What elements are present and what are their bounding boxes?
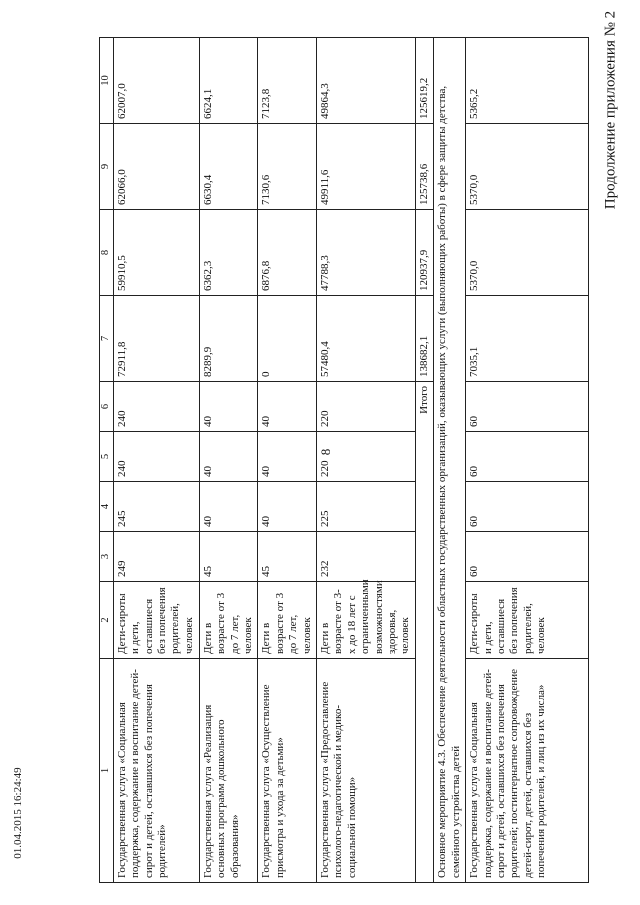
cell-value: 0 — [258, 296, 317, 382]
cell-value: 7130,6 — [258, 124, 317, 210]
cell-value: 49911,6 — [317, 124, 416, 210]
cell-value: 72911,8 — [113, 296, 199, 382]
service-name: Государственная услуга «Предоставление психолого-педагогической и медико-социальной помощи» — [317, 659, 416, 883]
cell-value: 57480,4 — [317, 296, 416, 382]
cell-value: 60 — [466, 382, 589, 432]
cell-value: 40 — [258, 432, 317, 482]
column-number-row — [100, 38, 114, 883]
indicator-name: Дети в возрасте от 3 до 7 лет, человек — [258, 582, 317, 659]
column-number: 2 — [100, 582, 114, 659]
service-name: Государственная услуга «Осуществление присмотра и ухода за детьми» — [258, 659, 317, 883]
cell-value: 60 — [466, 432, 589, 482]
cell-value: 47788,3 — [317, 210, 416, 296]
table-row — [199, 38, 258, 883]
cell-value: 40 — [258, 382, 317, 432]
cell-value: 59910,5 — [113, 210, 199, 296]
cell-value: 245 — [113, 482, 199, 532]
cell-value: 60 — [466, 532, 589, 582]
cell-value: 62066,0 — [113, 124, 199, 210]
cell-value: 6624,1 — [199, 38, 258, 124]
cell-value: 6362,3 — [199, 210, 258, 296]
column-number: 9 — [100, 124, 114, 210]
print-timestamp: 01.04.2015 16:24:49 — [12, 767, 24, 859]
section-row — [434, 38, 466, 883]
page-number: 8 — [318, 448, 333, 456]
cell-value: 45 — [258, 532, 317, 582]
cell-value: 8289,9 — [199, 296, 258, 382]
total-label: Итого — [415, 382, 433, 883]
cell-value: 6630,4 — [199, 124, 258, 210]
total-value: 138682,1 — [415, 296, 433, 382]
cell-value: 6876,8 — [258, 210, 317, 296]
section-title: Основное мероприятие 4.3. Обеспечение деятельности областных государственных организаций, оказывающих услуги (выполняющих работы) в сфере защиты детства, семейного устройства детей — [434, 38, 466, 883]
cell-value: 5370,0 — [466, 124, 589, 210]
cell-value: 7035,1 — [466, 296, 589, 382]
cell-value: 240 — [113, 382, 199, 432]
appendix-table — [99, 37, 589, 883]
column-number: 10 — [100, 38, 114, 124]
cell-value: 62007,0 — [113, 38, 199, 124]
total-value: 120937,9 — [415, 210, 433, 296]
total-row — [415, 38, 433, 883]
service-name: Государственная услуга «Социальная поддержка, содержание и воспитание детей-сирот и детей, оставшихся без попечения родителей» — [113, 659, 199, 883]
service-name: Государственная услуга «Реализация основных программ дошкольного образования» — [199, 659, 258, 883]
cell-value: 40 — [199, 482, 258, 532]
column-number: 3 — [100, 532, 114, 582]
column-number: 1 — [100, 659, 114, 883]
cell-value: 60 — [466, 482, 589, 532]
column-number: 5 — [100, 432, 114, 482]
table-row — [113, 38, 199, 883]
indicator-name: Дети в возрасте от 3-х до 18 лет с ограниченными возможностями здоровья, человек — [317, 582, 416, 659]
cell-value: 40 — [199, 432, 258, 482]
cell-value: 40 — [258, 482, 317, 532]
column-number: 4 — [100, 482, 114, 532]
cell-value: 40 — [199, 382, 258, 432]
cell-value: 5370,0 — [466, 210, 589, 296]
indicator-name: Дети-сироты и дети, оставшиеся без попечения родителей, человек — [113, 582, 199, 659]
cell-value: 240 — [113, 432, 199, 482]
service-name: Государственная услуга «Социальная поддержка, содержание и воспитание детей-сирот и детей, оставшихся без попечения родителей; постинтернатное сопровождение детей-сирот, детей, оставшихся без попечения родителей, и лиц из их числа» — [466, 659, 589, 883]
cell-value: 45 — [199, 532, 258, 582]
cell-value: 220 — [317, 432, 416, 482]
cell-value: 5365,2 — [466, 38, 589, 124]
indicator-name: Дети в возрасте от 3 до 7 лет, человек — [199, 582, 258, 659]
cell-value: 232 — [317, 532, 416, 582]
cell-value: 220 — [317, 382, 416, 432]
indicator-name: Дети-сироты и дети, оставшиеся без попечения родителей, человек — [466, 582, 589, 659]
total-value: 125738,6 — [415, 124, 433, 210]
cell-value: 225 — [317, 482, 416, 532]
column-number: 8 — [100, 210, 114, 296]
cell-value: 49864,3 — [317, 38, 416, 124]
column-number: 7 — [100, 296, 114, 382]
table-row — [466, 38, 589, 883]
cell-value: 249 — [113, 532, 199, 582]
table-row — [258, 38, 317, 883]
column-number: 6 — [100, 382, 114, 432]
appendix-heading: Продолжение приложения № 2 — [602, 10, 619, 210]
cell-value: 7123,8 — [258, 38, 317, 124]
appendix-table-rotated — [99, 38, 589, 883]
total-value: 125619,2 — [415, 38, 433, 124]
table-row — [317, 38, 416, 883]
